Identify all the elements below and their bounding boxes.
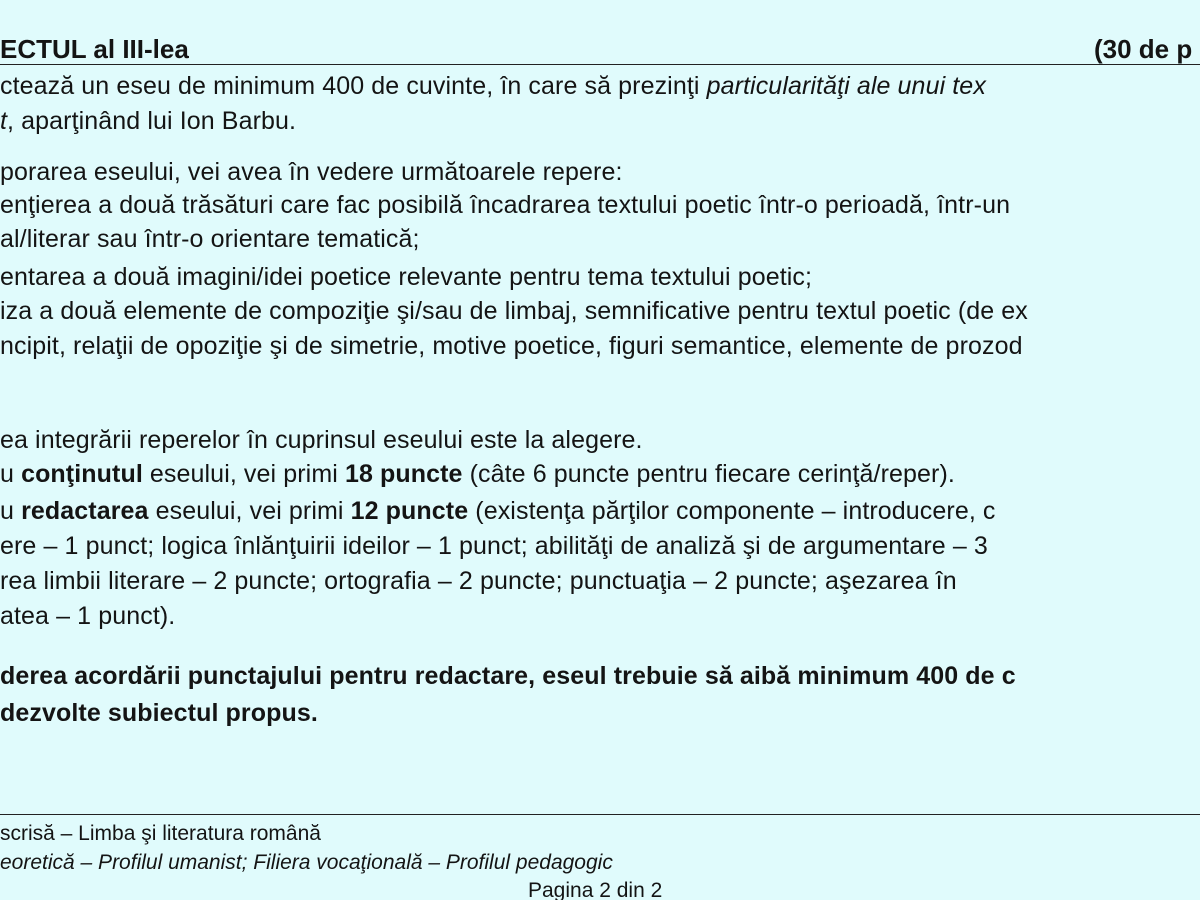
footer-profile: eoretică – Profilul umanist; Filiera vocaţională – Profilul pedagogic (0, 851, 613, 874)
content-text: eseului, vei primi (142, 460, 345, 488)
header-divider (0, 64, 1200, 65)
landmark-item-1-cont: al/literar sau într-o orientare tematică; (0, 225, 420, 253)
writing-text: eseului, vei primi (148, 497, 351, 525)
footer-exam: scrisă – Limba şi literatura română (0, 822, 321, 845)
task-emphasis: particularităţi ale unui tex (706, 72, 986, 100)
task-emphasis: t (0, 107, 8, 135)
note-line-2: dezvolte subiectul propus. (0, 699, 318, 727)
landmark-item-2: entarea a două imagini/idei poetice relevante pentru tema textului poetic; (0, 263, 813, 291)
content-text: u (0, 460, 22, 488)
writing-points: 12 puncte (350, 497, 469, 525)
writing-text: (existenţa părţilor componente – introducere, c (468, 497, 996, 525)
footer-divider (0, 814, 1200, 815)
order-note: ea integrării reperelor în cuprinsul eseului este la alegere. (0, 426, 643, 454)
writing-scoring-line-3: rea limbii literare – 2 puncte; ortografia – 2 puncte; punctuaţia – 2 puncte; aşezarea în (0, 567, 957, 595)
task-text: ctează un eseu de minimum 400 de cuvinte, în care să prezinţi (0, 72, 707, 100)
writing-keyword: redactarea (21, 497, 149, 525)
writing-scoring-line-2: ere – 1 punct; logica înlănţuirii ideilor – 1 punct; abilităţi de analiză şi de argumentare – 3 (0, 532, 988, 560)
task-line-2 (0, 106, 296, 136)
content-keyword: conţinutul (21, 460, 143, 488)
landmark-item-1: enţierea a două trăsături care fac posibilă încadrarea textului poetic într-o perioadă, într-un (0, 191, 1011, 219)
content-scoring (0, 459, 955, 489)
landmarks-intro: porarea eseului, vei avea în vedere următoarele repere: (0, 158, 623, 186)
task-text: , aparţinând lui Ion Barbu. (7, 107, 297, 135)
note-line-1: derea acordării punctajului pentru redactare, eseul trebuie să aibă minimum 400 de c (0, 662, 1016, 690)
writing-scoring (0, 496, 996, 526)
landmark-item-3: iza a două elemente de compoziţie şi/sau de limbaj, semnificative pentru textul poetic (de ex (0, 297, 1028, 325)
content-text: (câte 6 puncte pentru fiecare cerinţă/reper). (462, 460, 955, 488)
task-line-1 (0, 71, 986, 101)
page-number: Pagina 2 din 2 (528, 879, 663, 900)
landmark-item-3-cont: ncipit, relaţii de opoziţie şi de simetrie, motive poetice, figuri semantice, elemente de prozod (0, 332, 1023, 360)
section-points: (30 de p (1094, 34, 1193, 64)
writing-scoring-line-4: atea – 1 punct). (0, 602, 176, 630)
section-title: ECTUL al III-lea (0, 34, 189, 64)
content-points: 18 puncte (344, 460, 463, 488)
writing-text: u (0, 497, 22, 525)
